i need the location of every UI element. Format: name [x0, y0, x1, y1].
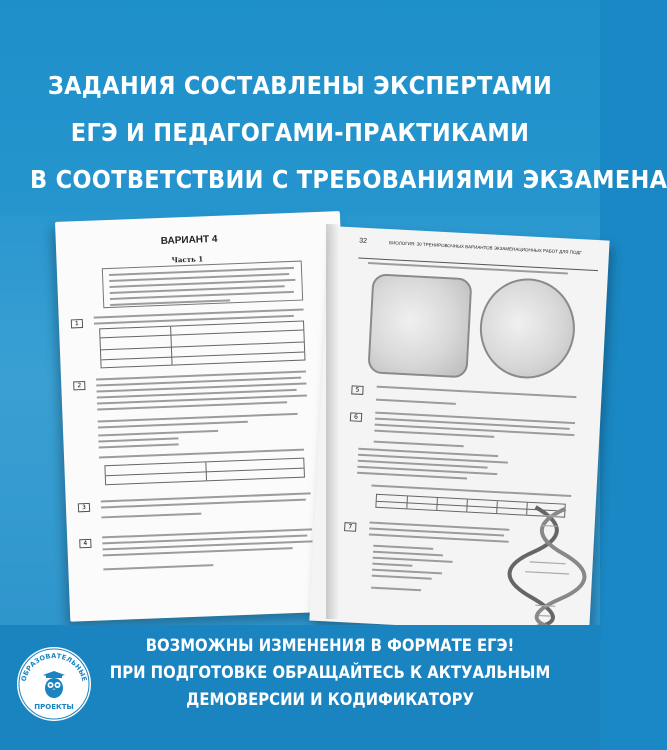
question-number-2: 2: [73, 381, 85, 390]
book-right-page: [309, 226, 609, 635]
part-title: Часть 1: [171, 254, 204, 265]
headline-line-2: ЕГЭ И ПЕДАГОГАМИ-ПРАКТИКАМИ: [70, 118, 530, 147]
headline: [30, 62, 667, 203]
footer-line-3: ДЕМОВЕРСИИ И КОДИФИКАТОРУ: [186, 690, 474, 709]
question-number-1: 1: [71, 319, 83, 328]
variant-title: ВАРИАНТ 4: [160, 233, 218, 247]
question-number-7: 7: [344, 522, 356, 532]
headline-line-1: ЗАДАНИЯ СОСТАВЛЕНЫ ЭКСПЕРТАМИ: [47, 71, 553, 100]
dna-helix-image: [514, 506, 580, 629]
headline-line-3: В СООТВЕТСТВИИ С ТРЕБОВАНИЯМИ ЭКЗАМЕНА: [30, 165, 667, 194]
page-number: 32: [359, 237, 368, 245]
logo-arc-text: ОБРАЗОВАТЕЛЬНЫЕ: [19, 651, 89, 683]
logo-bottom-text: ПРОЕКТЫ: [34, 703, 74, 711]
animal-cell-image: [477, 276, 577, 381]
question-number-6: 6: [350, 412, 362, 422]
plant-cell-image: [367, 273, 472, 378]
footer-line-1: ВОЗМОЖНЫ ИЗМЕНЕНИЯ В ФОРМАТЕ ЕГЭ!: [145, 636, 515, 655]
answer-table: [104, 458, 305, 486]
question-number-5: 5: [351, 385, 363, 395]
methods-table: [99, 321, 305, 369]
publisher-logo: [15, 645, 93, 723]
question-number-4: 4: [79, 539, 91, 548]
question-number-3: 3: [78, 503, 90, 512]
book-left-page: [55, 211, 355, 622]
footer-notice: [100, 632, 560, 713]
footer-line-2: ПРИ ПОДГОТОВКЕ ОБРАЩАЙТЕСЬ К АКТУАЛЬНЫМ: [109, 663, 551, 682]
book-spine-shadow: [326, 224, 348, 619]
instructions-box: [102, 261, 303, 309]
running-header: БИОЛОГИЯ: 30 ТРЕНИРОВОЧНЫХ ВАРИАНТОВ ЭКЗАМЕНАЦИОННЫХ РАБОТ ДЛЯ ПОДГ: [389, 240, 582, 256]
